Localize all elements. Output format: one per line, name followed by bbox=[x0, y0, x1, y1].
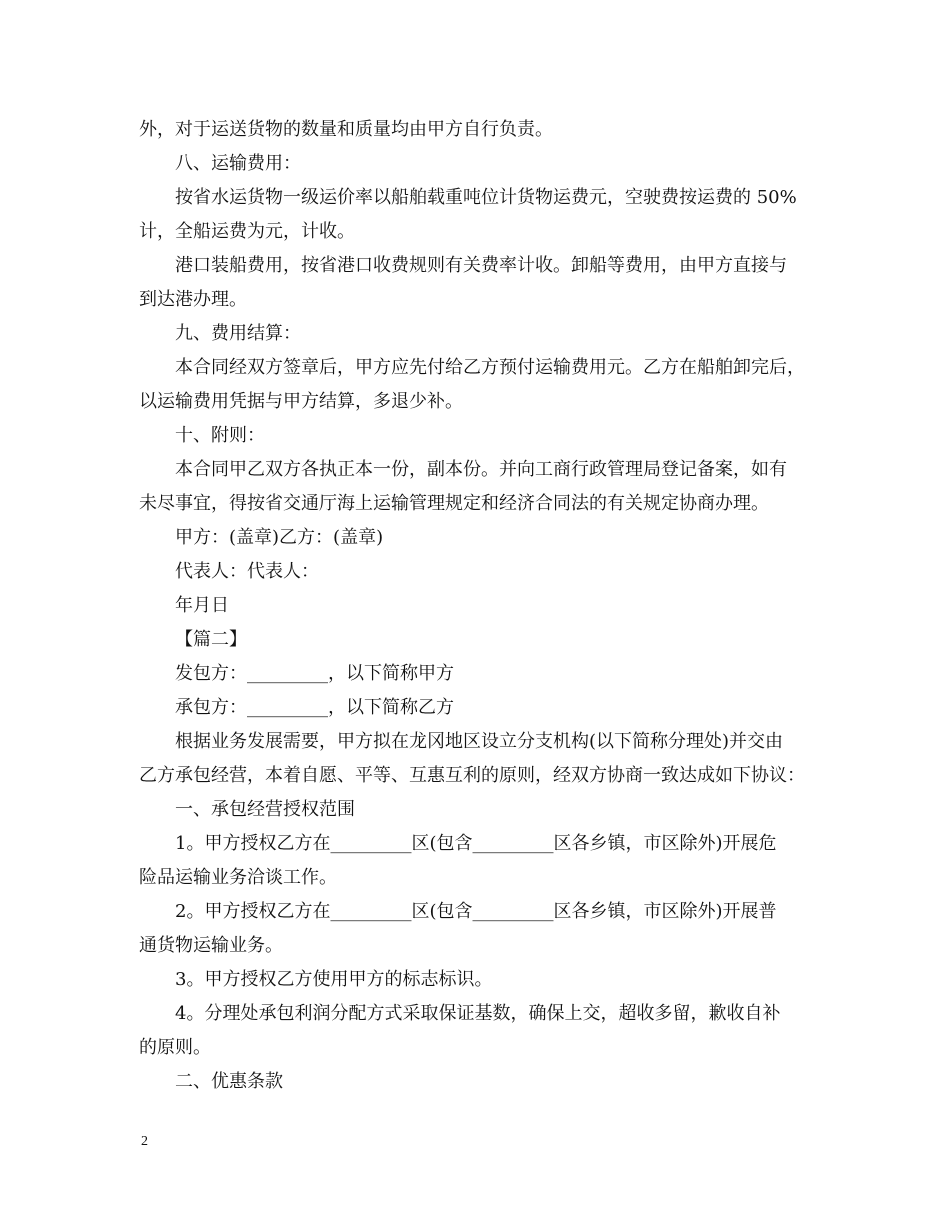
clause-line: 3。甲方授权乙方使用甲方的标志标识。 bbox=[175, 969, 493, 990]
text-line: 以运输费用凭据与甲方结算，多退少补。 bbox=[139, 391, 463, 412]
text-line: 港口装船费用，按省港口收费规则有关费率计收。卸船等费用，由甲方直接与 bbox=[175, 255, 787, 276]
text-line: 根据业务发展需要，甲方拟在龙冈地区设立分支机构(以下简称分理处)并交由 bbox=[175, 731, 784, 752]
signature-line: 甲方：(盖章)乙方：(盖章) bbox=[175, 527, 384, 548]
clause-line: 1。甲方授权乙方在_________区(包含_________区各乡镇，市区除外)开展危 bbox=[175, 833, 777, 854]
text-line: 本合同经双方签章后，甲方应先付给乙方预付运输费用元。乙方在船舶卸完后， bbox=[175, 357, 805, 378]
party-b-line: 承包方：_________，以下简称乙方 bbox=[175, 697, 454, 718]
text-line: 乙方承包经营，本着自愿、平等、互惠互利的原则，经双方协商一致达成如下协议： bbox=[139, 765, 805, 786]
section-heading: 十、附则： bbox=[175, 425, 265, 446]
section-heading: 八、运输费用： bbox=[175, 153, 301, 174]
text-line: 本合同甲乙双方各执正本一份，副本份。并向工商行政管理局登记备案，如有 bbox=[175, 459, 787, 480]
section-heading: 九、费用结算： bbox=[175, 323, 301, 344]
date-line: 年月日 bbox=[175, 595, 229, 616]
representative-line: 代表人：代表人： bbox=[175, 561, 319, 582]
section-heading: 二、优惠条款 bbox=[175, 1071, 283, 1092]
text-line: 未尽事宜，得按省交通厅海上运输管理规定和经济合同法的有关规定协商办理。 bbox=[139, 493, 769, 514]
text-line: 外，对于运送货物的数量和质量均由甲方自行负责。 bbox=[139, 119, 553, 140]
clause-line: 4。分理处承包利润分配方式采取保证基数，确保上交，超收多留，歉收自补 bbox=[175, 1003, 781, 1024]
party-a-line: 发包方：_________，以下简称甲方 bbox=[175, 663, 454, 684]
text-line: 的原则。 bbox=[139, 1037, 211, 1058]
part-heading: 【篇二】 bbox=[175, 629, 247, 650]
page-number: 2 bbox=[141, 1134, 148, 1149]
text-line: 通货物运输业务。 bbox=[139, 935, 283, 956]
section-heading: 一、承包经营授权范围 bbox=[175, 799, 355, 820]
text-line: 计，全船运费为元，计收。 bbox=[139, 221, 355, 242]
clause-line: 2。甲方授权乙方在_________区(包含_________区各乡镇，市区除外)开展普 bbox=[175, 901, 777, 922]
text-line: 按省水运货物一级运价率以船舶载重吨位计货物运费元，空驶费按运费的 50% bbox=[175, 187, 797, 208]
text-line: 到达港办理。 bbox=[139, 289, 247, 310]
text-line: 险品运输业务洽谈工作。 bbox=[139, 867, 337, 888]
